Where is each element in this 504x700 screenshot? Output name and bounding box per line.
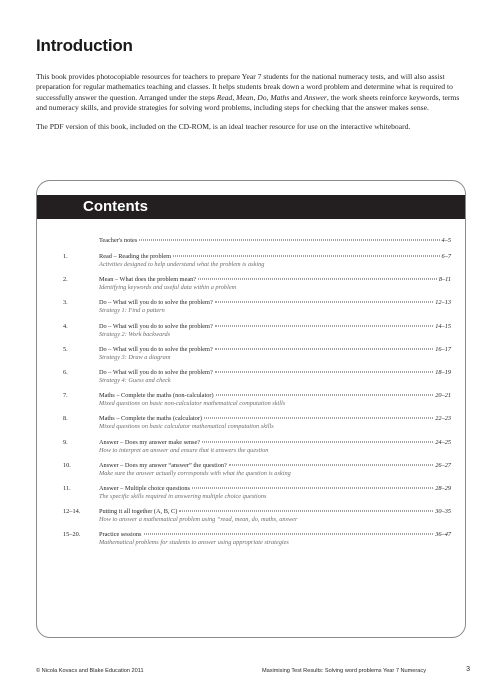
toc-entry (63, 439, 451, 455)
toc-entry-line (99, 299, 451, 307)
toc-entry-body (99, 462, 451, 478)
toc-entry (63, 369, 451, 385)
toc-entry-description: Strategy 3: Draw a diagram (99, 353, 171, 361)
intro-read: Read (216, 92, 233, 102)
toc-entry-line (99, 369, 451, 377)
toc-entry-title: Do – What will you do to solve the problem? (99, 322, 213, 330)
toc-entry-body (99, 346, 451, 362)
toc-entry-title: Practice sessions (99, 531, 142, 539)
toc-entry-pages: 6–7 (441, 253, 451, 260)
toc-entry-title: Teacher's notes (99, 237, 138, 244)
toc-entry-title: Putting it all together (A, B, C) (99, 508, 178, 516)
intro-paragraph-1 (36, 72, 472, 114)
toc-entry-description: Activities designed to help understand what the problem is asking (99, 261, 265, 268)
toc-entry-line (99, 531, 451, 539)
toc-entry-line (99, 276, 451, 284)
intro-p1-b: , the work sheets reinforce keywords, terms and numeracy skills, and provide strategies for solving word problems, including steps for checking that the answer makes sense. (36, 92, 460, 113)
toc-entry-pages: 18–19 (435, 368, 451, 376)
intro-maths: Maths (270, 92, 290, 102)
toc-entry-number: 7. (63, 392, 68, 400)
toc-entry-description: Strategy 1: Find a pattern (99, 307, 165, 315)
toc-entry-number: 6. (63, 368, 68, 376)
toc-dot-leader (139, 240, 439, 241)
toc-entry (63, 531, 451, 547)
toc-entry-description: Strategy 4: Guess and check (99, 376, 171, 384)
toc-entry-line (99, 508, 451, 516)
toc-entry (63, 253, 451, 269)
toc-dot-leader (229, 464, 433, 465)
toc-entry-pages: 24–25 (435, 438, 451, 446)
toc-entry-description: How to answer a mathematical problem using “read, mean, do, maths, answer (99, 516, 298, 524)
toc-dot-leader (144, 534, 434, 535)
toc-dot-leader (215, 302, 434, 303)
toc-entry-body (99, 531, 451, 547)
toc-entry (63, 392, 451, 408)
contents-header-bar (37, 195, 465, 219)
intro-sep3: , (266, 92, 271, 102)
toc-entry (63, 346, 451, 362)
toc-entry-title: Do – What will you do to solve the problem? (99, 299, 213, 307)
toc-entry-pages: 4–5 (441, 237, 451, 244)
toc-entry-number: 3. (63, 299, 68, 307)
toc-entry-body (99, 485, 451, 501)
toc-entry-number: 11. (63, 484, 71, 492)
toc-entry (63, 508, 451, 524)
toc-entry-body (99, 415, 451, 431)
toc-entry (63, 485, 451, 501)
toc-entry-description: How to interpret an answer and ensure that it answers the question (99, 446, 269, 454)
toc-entry-line (99, 346, 451, 354)
toc-entry-line (99, 323, 451, 331)
intro-text (36, 72, 472, 140)
toc-entry-line (99, 439, 451, 447)
contents-panel (36, 180, 466, 638)
toc-entry-title: Read – Reading the problem (99, 253, 172, 260)
toc-entry-title: Answer – Does my answer “answer” the question? (99, 461, 227, 469)
footer-book-title: Maximising Test Results: Solving word problems Year 7 Numeracy (261, 668, 426, 674)
toc-entry-pages: 14–15 (435, 322, 451, 330)
toc-entry-pages: 12–13 (435, 299, 451, 307)
toc-entry-line (99, 253, 451, 261)
toc-entry-pages: 8–11 (438, 276, 451, 284)
toc-dot-leader (173, 256, 440, 257)
toc-dot-leader (216, 395, 434, 396)
toc-entry-line (99, 485, 451, 493)
toc-entry-line (99, 462, 451, 470)
toc-dot-leader (215, 325, 434, 326)
toc-dot-leader (198, 279, 437, 280)
toc-dot-leader (215, 348, 434, 349)
toc-entry-number: 1. (63, 253, 68, 260)
toc-entry-title: Answer – Does my answer make sense? (99, 438, 201, 446)
intro-sep1: , (232, 92, 237, 102)
toc-entry-pages: 20–21 (435, 392, 451, 400)
toc-entry-line (99, 415, 451, 423)
toc-entry-pages: 22–23 (435, 415, 451, 423)
toc-entry (63, 462, 451, 478)
toc-entry-number: 15–20. (63, 531, 81, 539)
toc-entry-description: Strategy 2: Work backwards (99, 330, 171, 338)
toc-entry (63, 237, 451, 245)
toc-entry-title: Answer – Multiple choice questions (99, 484, 190, 492)
page-title: Introduction (36, 36, 133, 55)
toc-dot-leader (192, 487, 433, 488)
toc-entry-title: Maths – Complete the maths (non-calculator) (99, 392, 214, 400)
toc-entry (63, 276, 451, 292)
toc-entry-description: Identifying keywords and useful data within a problem (99, 284, 237, 292)
toc-entry-body (99, 392, 451, 408)
toc-entry-number: 4. (63, 322, 68, 330)
toc-dot-leader (204, 418, 433, 419)
toc-entry-pages: 16–17 (435, 345, 451, 353)
toc-dot-leader (179, 511, 433, 512)
toc-entry (63, 415, 451, 431)
contents-heading: Contents (83, 198, 148, 215)
toc-entry-body (99, 253, 451, 269)
toc-entry-pages: 28–29 (435, 484, 451, 492)
toc-entry-title: Mean – What does the problem mean? (99, 276, 197, 284)
toc-entry-body (99, 323, 451, 339)
intro-sep2: , (253, 92, 258, 102)
toc-entry-title: Maths – Complete the maths (calculator) (99, 415, 202, 423)
toc-entry (63, 323, 451, 339)
table-of-contents (63, 237, 451, 554)
toc-entry-description: The specific skills required in answering multiple choice questions (99, 492, 267, 500)
toc-entry-number: 8. (63, 415, 68, 423)
toc-entry-body (99, 369, 451, 385)
intro-and: and (289, 92, 305, 102)
toc-entry-description: Mixed questions on basic calculator mathematical computation skills (99, 423, 274, 431)
toc-entry-body (99, 237, 451, 245)
intro-mean: Mean (236, 92, 254, 102)
toc-entry-body (99, 276, 451, 292)
intro-do: Do (257, 92, 267, 102)
toc-entry-body (99, 299, 451, 315)
intro-p1-a: This book provides photocopiable resources for teachers to prepare Year 7 students for the national numeracy tests, and will also assist preparation for regular mathematics teaching and classes. It helps students break down a word problem and determine what is required to successfully answer the question. Arranged under the steps (36, 72, 453, 102)
toc-entry-number: 12–14. (63, 508, 81, 516)
toc-entry-body (99, 508, 451, 524)
toc-entry-body (99, 439, 451, 455)
toc-entry-number: 2. (63, 276, 68, 284)
toc-entry-pages: 30–35 (435, 508, 451, 516)
toc-entry-description: Make sure the answer actually corresponds with what the question is asking (99, 469, 291, 477)
toc-entry-title: Do – What will you do to solve the problem? (99, 368, 213, 376)
toc-entry-line (99, 237, 451, 245)
toc-entry-description: Mathematical problems for students to answer using appropriate strategies (99, 539, 289, 547)
intro-paragraph-2: The PDF version of this book, included on the CD-ROM, is an ideal teacher resource for use on the interactive whiteboard. (36, 121, 411, 131)
toc-entry-line (99, 392, 451, 400)
toc-entry-number: 9. (63, 438, 68, 446)
toc-dot-leader (202, 441, 433, 442)
toc-entry-number: 10. (63, 461, 71, 469)
toc-entry-title: Do – What will you do to solve the problem? (99, 345, 213, 353)
page-number: 3 (466, 666, 470, 673)
toc-dot-leader (215, 371, 434, 372)
intro-answer: Answer (304, 92, 327, 102)
toc-entry-number: 5. (63, 345, 68, 353)
footer-copyright: © Nicola Kovacs and Blake Education 2011 (36, 668, 144, 674)
toc-entry (63, 299, 451, 315)
toc-entry-description: Mixed questions on basic non-calculator mathematical computation skills (99, 400, 286, 408)
toc-entry-pages: 26–27 (435, 461, 451, 469)
toc-entry-pages: 36–47 (435, 531, 451, 539)
